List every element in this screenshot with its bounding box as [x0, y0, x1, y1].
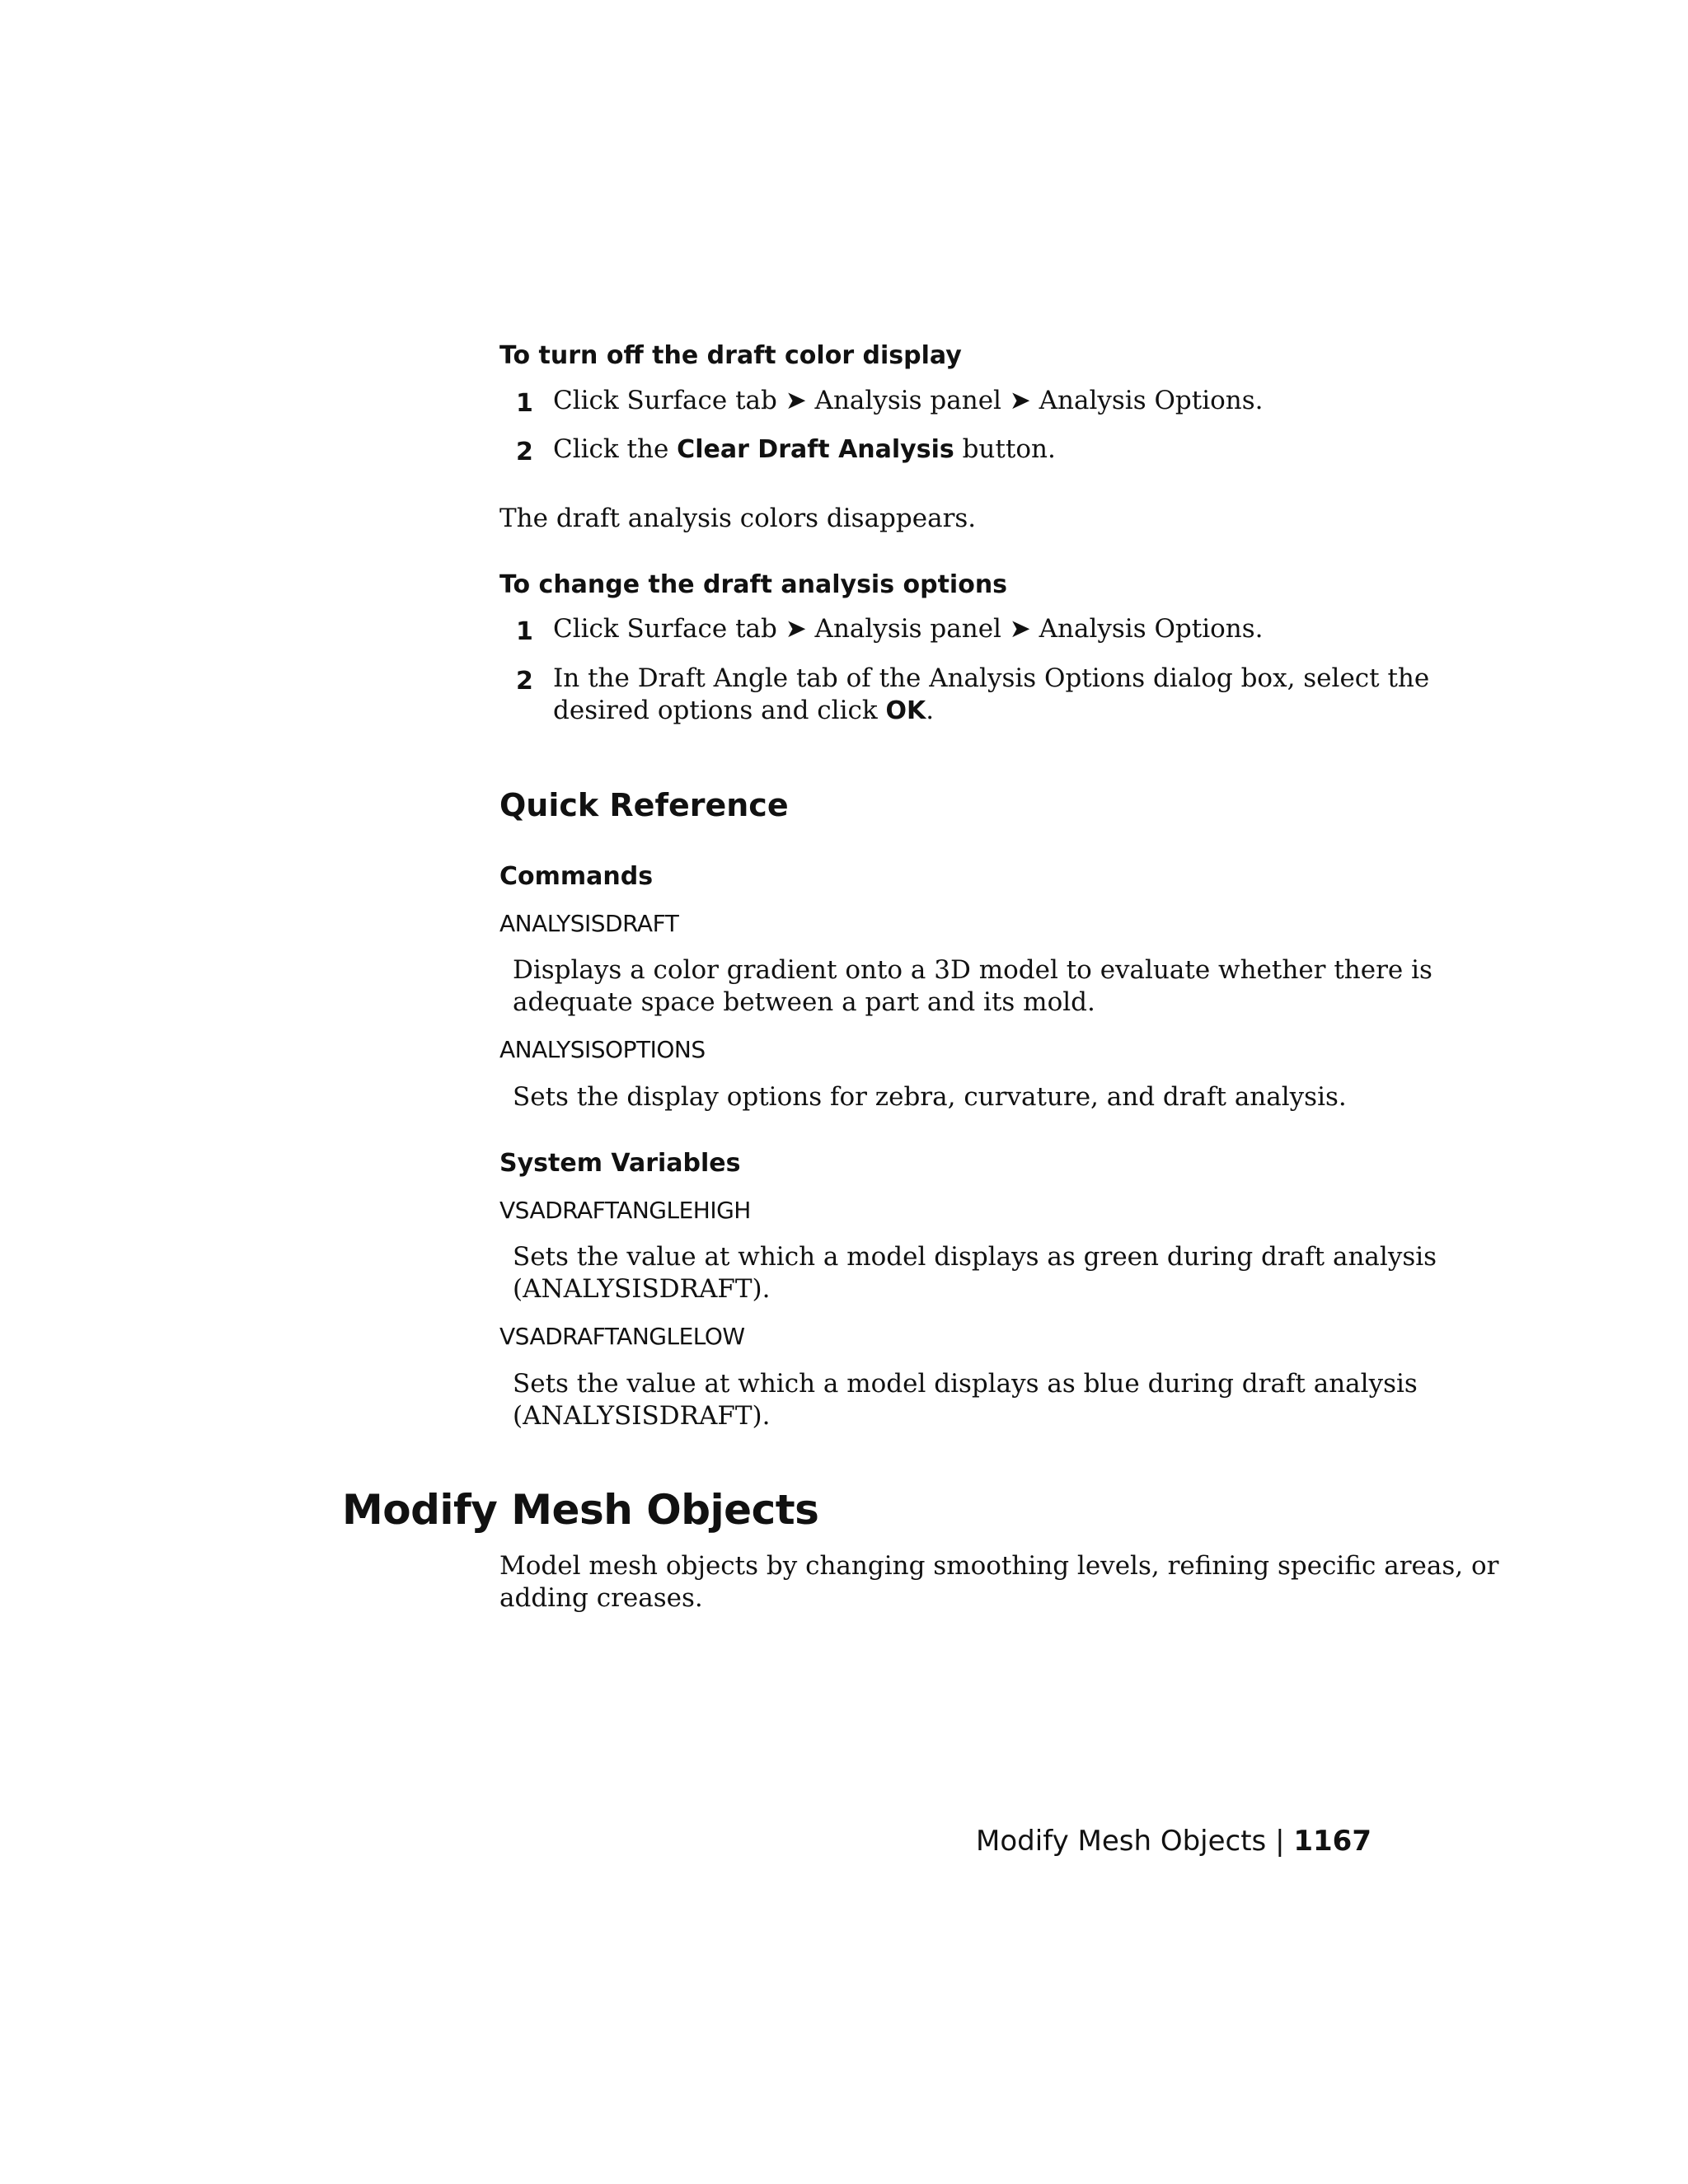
step-text-part: button. — [954, 434, 1056, 464]
step-text-part: Click the — [553, 434, 678, 464]
step-text — [553, 434, 1056, 466]
system-variables-heading: System Variables — [499, 1149, 741, 1178]
commands-heading: Commands — [499, 862, 654, 891]
step-number: 2 — [516, 667, 533, 696]
page-number: 1167 — [1293, 1825, 1372, 1858]
command-description: adequate space between a part and its mold. — [513, 987, 1095, 1017]
section-heading: Modify Mesh Objects — [342, 1486, 819, 1534]
quick-reference-heading: Quick Reference — [499, 787, 789, 823]
section-intro: Model mesh objects by changing smoothing levels, refining specific areas, or — [499, 1551, 1499, 1581]
step-number: 2 — [516, 438, 533, 466]
system-variable-description: (ANALYSISDRAFT). — [513, 1401, 771, 1431]
footer-section-name: Modify Mesh Objects — [976, 1825, 1267, 1858]
system-variable-description: Sets the value at which a model displays as blue during draft analysis — [513, 1369, 1418, 1399]
command-description: Sets the display options for zebra, curvature, and draft analysis. — [513, 1082, 1347, 1112]
step-text: In the Draft Angle tab of the Analysis Options dialog box, select the — [553, 663, 1430, 693]
command-name: ANALYSISOPTIONS — [499, 1036, 706, 1063]
footer-separator: | — [1266, 1825, 1294, 1858]
command-name: ANALYSISDRAFT — [499, 910, 679, 937]
system-variable-description: (ANALYSISDRAFT). — [513, 1274, 771, 1304]
result-text: The draft analysis colors disappears. — [499, 504, 977, 533]
system-variable-description: Sets the value at which a model displays as green during draft analysis — [513, 1242, 1437, 1272]
step-text: Click Surface tab ➤ Analysis panel ➤ Analysis Options. — [553, 386, 1264, 415]
system-variable-name: VSADRAFTANGLEHIGH — [499, 1197, 751, 1224]
procedure-title-change-options: To change the draft analysis options — [499, 570, 1008, 599]
procedure-title-turn-off: To turn off the draft color display — [499, 341, 962, 370]
ui-label-ok: OK — [885, 696, 926, 725]
step-text-part: . — [926, 696, 935, 725]
step-text: Click Surface tab ➤ Analysis panel ➤ Analysis Options. — [553, 614, 1264, 644]
command-description: Displays a color gradient onto a 3D model to evaluate whether there is — [513, 955, 1432, 985]
system-variable-name: VSADRAFTANGLELOW — [499, 1323, 745, 1350]
step-text — [553, 695, 934, 727]
section-intro: adding creases. — [499, 1583, 703, 1613]
step-number: 1 — [516, 617, 533, 646]
page-footer — [976, 1825, 1372, 1858]
ui-label-clear-draft-analysis: Clear Draft Analysis — [677, 435, 954, 464]
step-text-part: desired options and click — [553, 696, 886, 725]
step-number: 1 — [516, 389, 533, 418]
